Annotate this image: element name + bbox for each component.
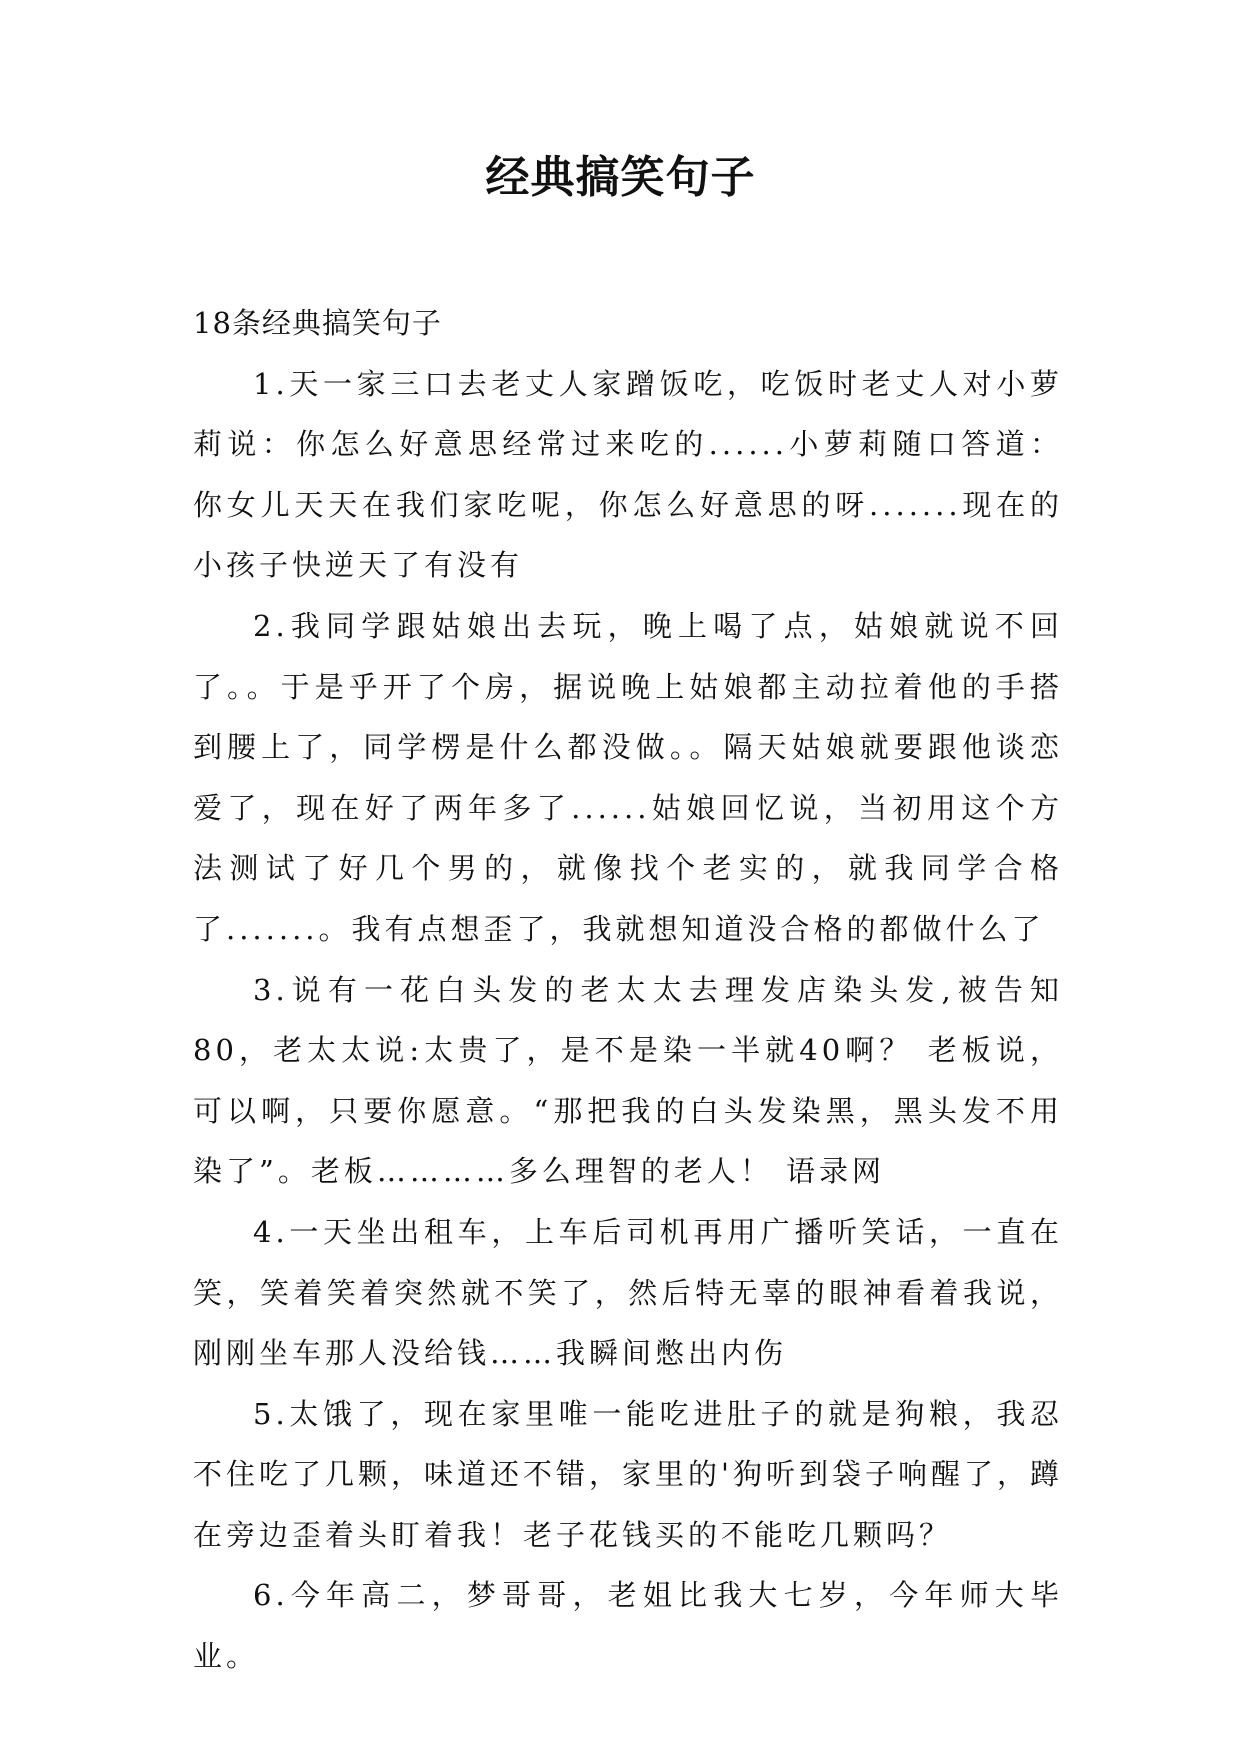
joke-paragraph-4: 4.一天坐出租车，上车后司机再用广播听笑话，一直在笑，笑着笑着突然就不笑了，然后特无辜的眼神看着我说，刚刚坐车那人没给钱……我瞬间憋出内伤 <box>193 1214 1063 1371</box>
document-body <box>193 293 1063 1687</box>
joke-paragraph-2: 2.我同学跟姑娘出去玩，晚上喝了点，姑娘就说不回了。。于是乎开了个房，据说晚上姑娘都主动拉着他的手搭到腰上了，同学楞是什么都没做。。隔天姑娘就要跟他谈恋爱了，现在好了两年多了......姑娘回忆说，当初用这个方法测试了好几个男的，就像找个老实的，就我同学合格了.......。我有点想歪了，我就想知道没合格的都做什么了 <box>193 608 1063 946</box>
document-subtitle: 18条经典搞笑句子 <box>193 306 442 340</box>
joke-paragraph-1: 1.天一家三口去老丈人家蹭饭吃，吃饭时老丈人对小萝莉说：你怎么好意思经常过来吃的......小萝莉随口答道：你女儿天天在我们家吃呢，你怎么好意思的呀.......现在的小孩子快逆天了有没有 <box>193 366 1063 583</box>
joke-paragraph-3: 3.说有一花白头发的老太太去理发店染头发,被告知80，老太太说:太贵了，是不是染一半就40啊？ 老板说，可以啊，只要你愿意。“那把我的白头发染黑，黑头发不用染了”。老板…………多么理智的老人！ 语录网 <box>193 972 1063 1189</box>
document-title: 经典搞笑句子 <box>485 152 756 203</box>
joke-paragraph-5: 5.太饿了，现在家里唯一能吃进肚子的就是狗粮，我忍不住吃了几颗，味道还不错，家里的'狗听到袋子响醒了，蹲在旁边歪着头盯着我！老子花钱买的不能吃几颗吗？ <box>193 1396 1063 1552</box>
joke-paragraph-6: 6.今年高二，梦哥哥，老姐比我大七岁，今年师大毕业。 <box>193 1578 1063 1674</box>
